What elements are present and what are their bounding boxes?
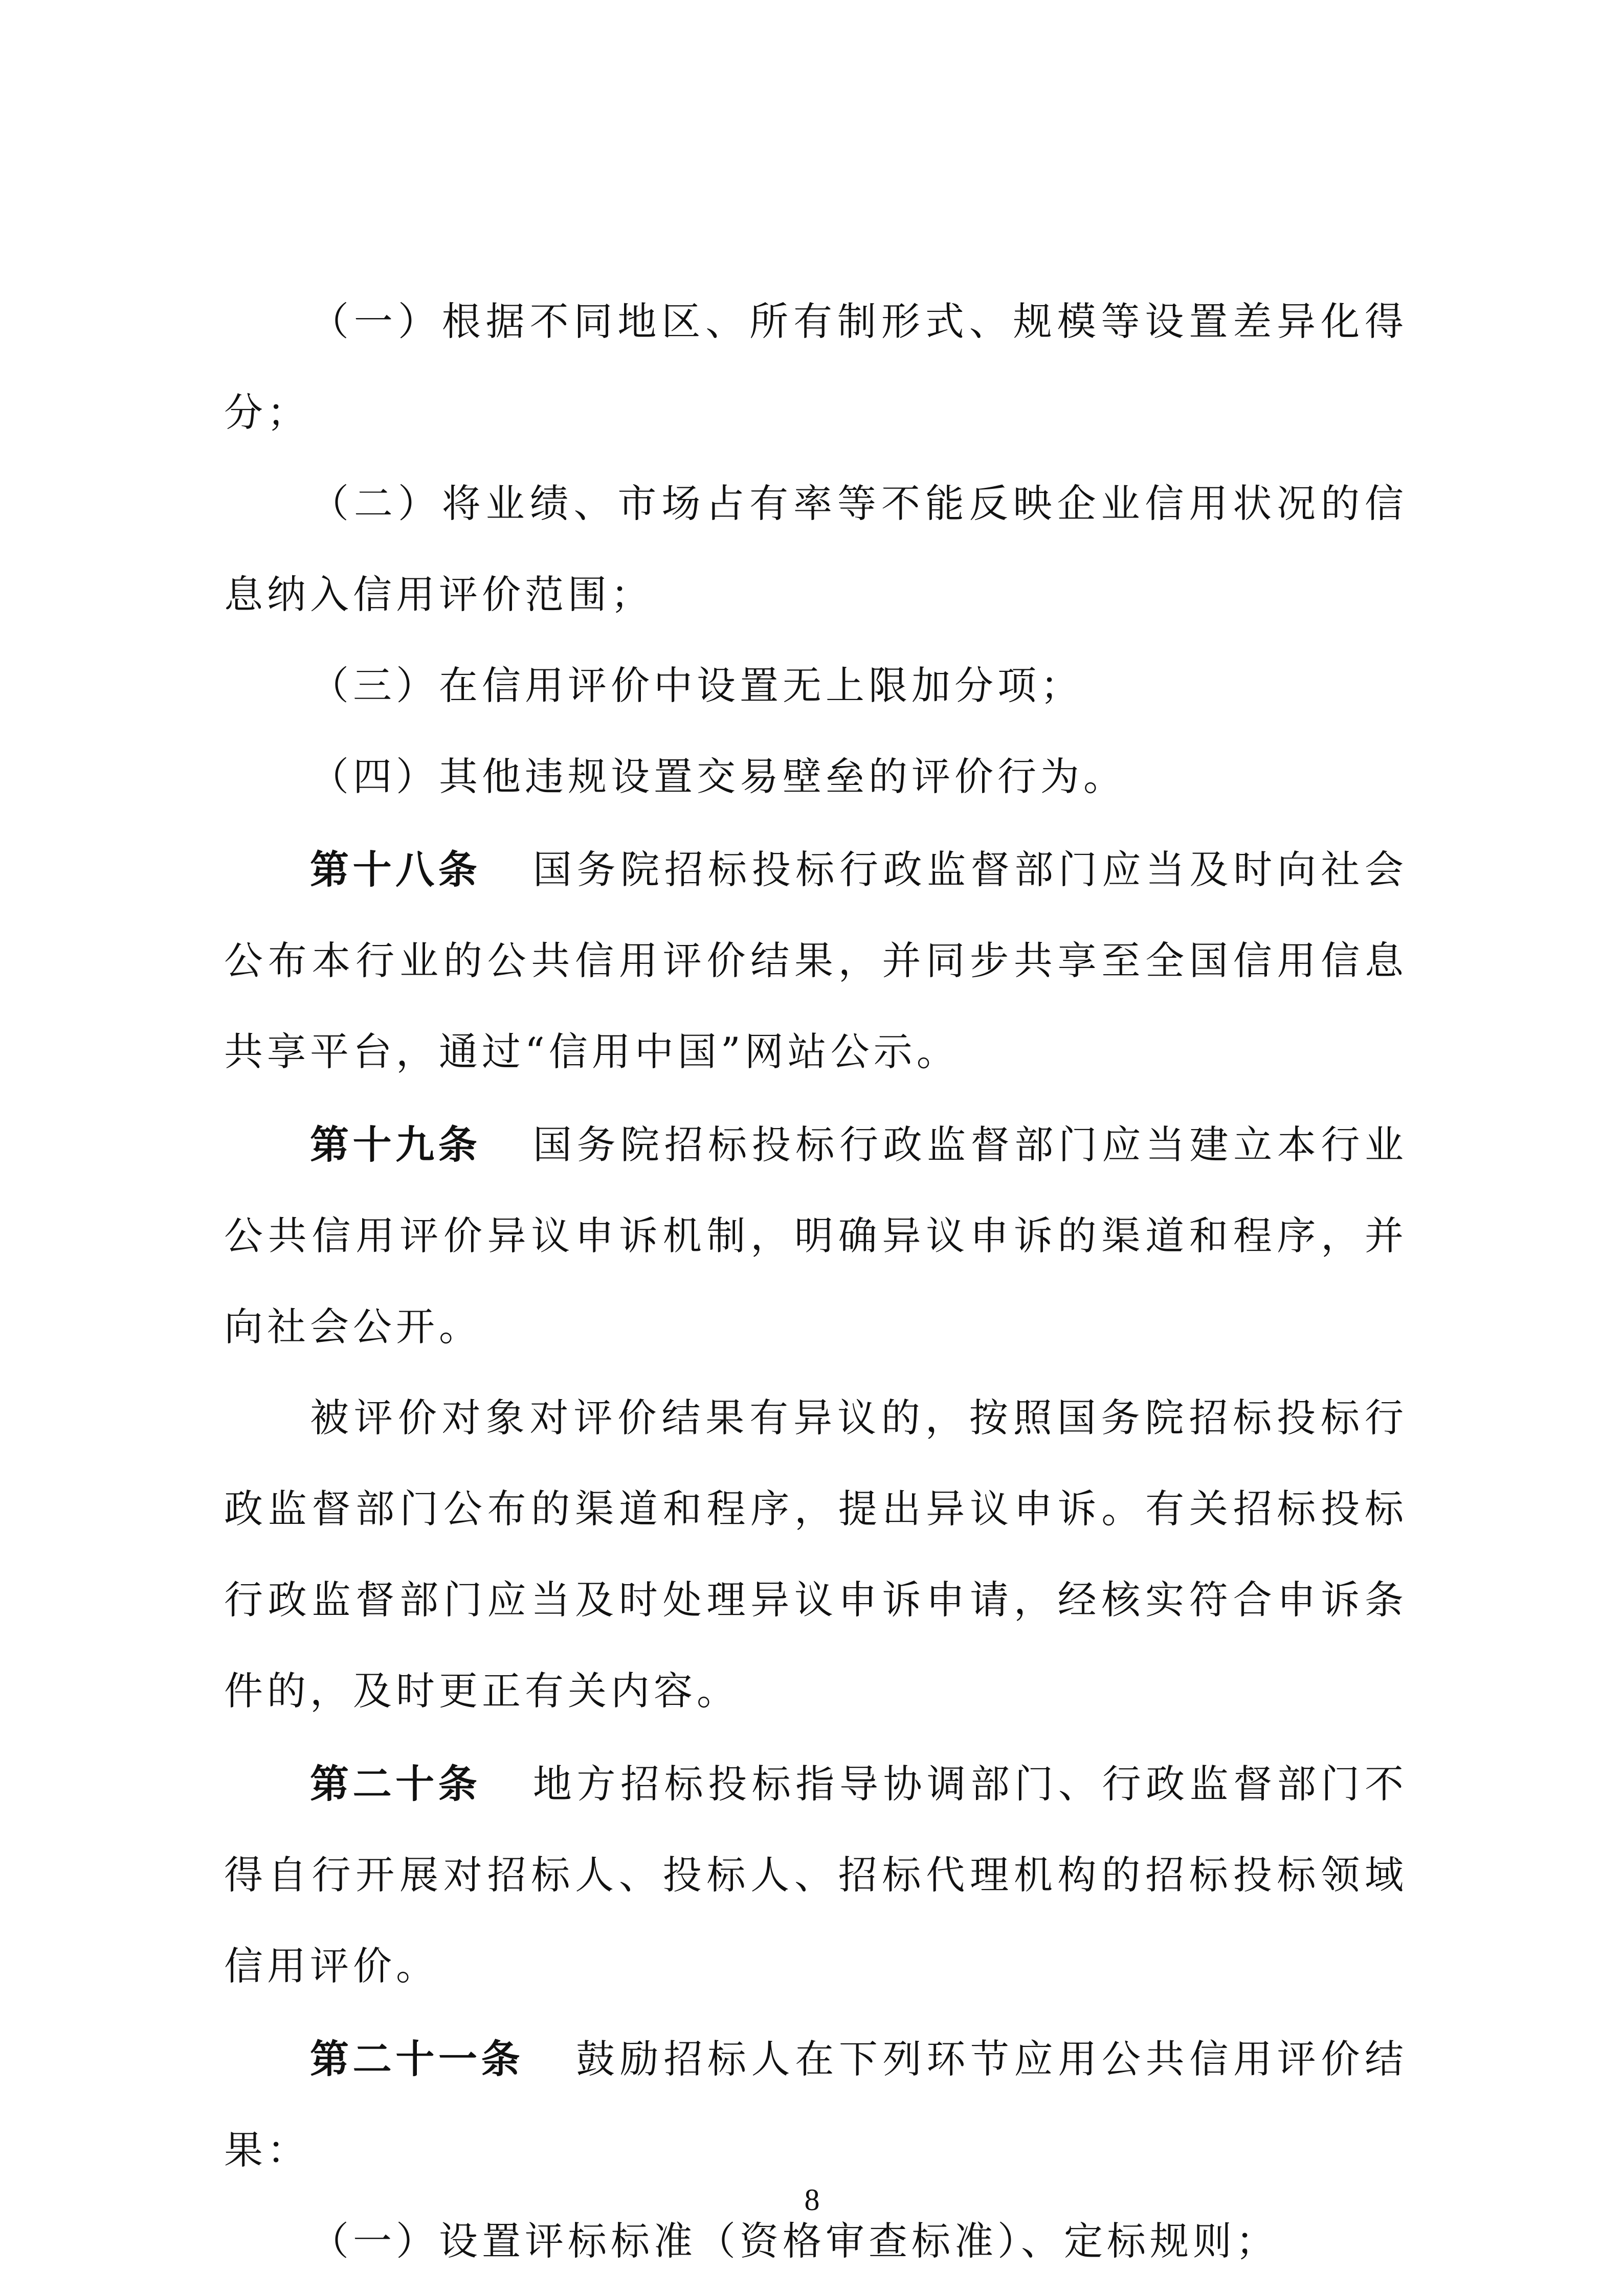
article-text: 鼓励招标人在下列环节应用公共信用评价结果： — [224, 2036, 1408, 2173]
article-text: 国务院招标投标行政监督部门应当及时向社会公布本行业的公共信用评价结果，并同步共享至全国信用信息共享平台，通过“信用中国”网站公示。 — [224, 847, 1408, 1074]
article-number: 第二十一条 — [310, 2036, 524, 2082]
article-20 — [224, 1739, 1408, 2012]
paragraph-text: （三）在信用评价中设置无上限加分项； — [310, 663, 1083, 708]
paragraph-item-3 — [224, 640, 1408, 731]
paragraph-text: （一）根据不同地区、所有制形式、规模等设置差异化得分； — [224, 299, 1408, 435]
paragraph-item-2 — [224, 458, 1408, 640]
article-text: 地方招标投标指导协调部门、行政监督部门不得自行开展对招标人、投标人、招标代理机构的招标投标领域信用评价。 — [224, 1761, 1408, 1989]
paragraph-item-1 — [224, 276, 1408, 458]
paragraph-text: 被评价对象对评价结果有异议的，按照国务院招标投标行政监督部门公布的渠道和程序，提出异议申诉。有关招标投标行政监督部门应当及时处理异议申诉申请，经核实符合申诉条件的，及时更正有关内容。 — [224, 1395, 1408, 1714]
article-number: 第十八条 — [310, 847, 481, 892]
article-19 — [224, 1099, 1408, 1372]
paragraph-text: （二）将业绩、市场占有率等不能反映企业信用状况的信息纳入信用评价范围； — [224, 481, 1408, 617]
paragraph-text: （四）其他违规设置交易壁垒的评价行为。 — [310, 754, 1126, 799]
article-number: 第二十条 — [310, 1761, 481, 1807]
page-number: 8 — [804, 2183, 820, 2217]
article-21 — [224, 2014, 1408, 2196]
article-18 — [224, 824, 1408, 1097]
article-19-paragraph-2 — [224, 1372, 1408, 1737]
document-body — [224, 276, 1408, 2287]
paragraph-text: （一）设置评标标准（资格审查标准）、定标规则； — [310, 2218, 1279, 2264]
paragraph-item-4 — [224, 731, 1408, 822]
article-number: 第十九条 — [310, 1122, 481, 1167]
article-text: 国务院招标投标行政监督部门应当建立本行业公共信用评价异议申诉机制，明确异议申诉的渠道和程序，并向社会公开。 — [224, 1122, 1408, 1349]
